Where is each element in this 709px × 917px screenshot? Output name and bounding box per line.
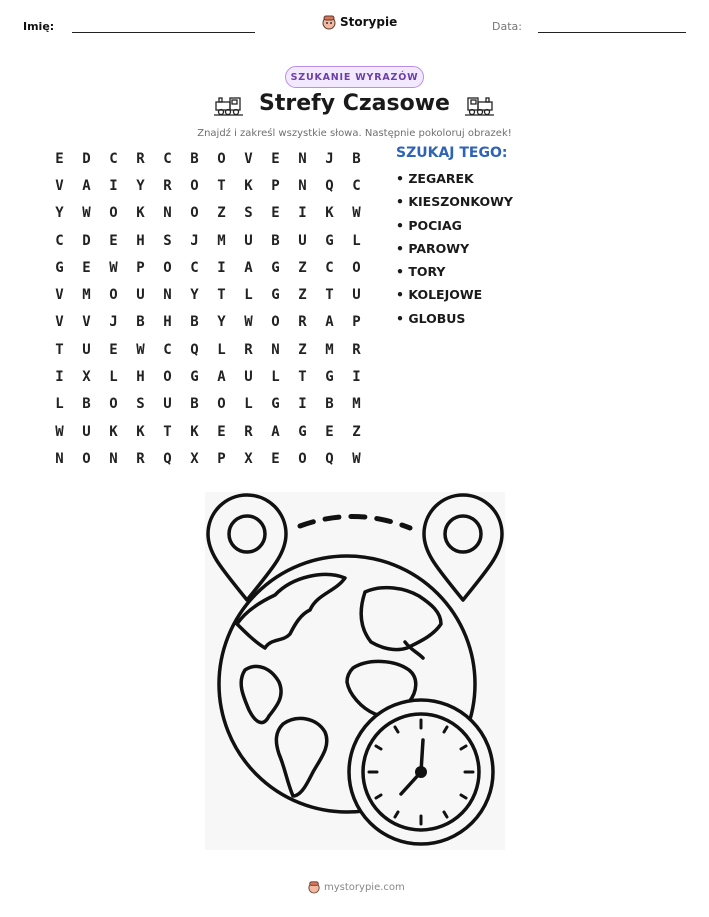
grid-cell: E <box>217 423 226 440</box>
grid-cell: R <box>136 150 145 167</box>
grid-cell: T <box>217 177 226 194</box>
grid-cell: C <box>352 177 361 194</box>
grid-cell: I <box>217 259 226 276</box>
grid-cell: A <box>244 259 253 276</box>
grid-cell: W <box>55 423 64 440</box>
word-list-item: • ZEGAREK <box>396 171 474 186</box>
grid-cell: M <box>217 232 226 249</box>
grid-cell: P <box>136 259 145 276</box>
grid-cell: O <box>163 259 172 276</box>
grid-cell: G <box>271 396 280 413</box>
word-list-item: • PAROWY <box>396 240 470 256</box>
grid-cell: Z <box>298 287 307 304</box>
date-label: Data: <box>492 20 522 33</box>
grid-cell: Q <box>325 177 334 194</box>
grid-cell: O <box>190 177 199 194</box>
grid-cell: N <box>298 177 307 194</box>
grid-cell: R <box>298 314 307 331</box>
grid-cell: E <box>109 341 118 358</box>
grid-cell: L <box>217 341 226 358</box>
grid-cell: E <box>271 450 280 467</box>
grid-cell: S <box>163 232 172 249</box>
grid-cell: L <box>109 369 118 386</box>
grid-cell: L <box>55 396 64 413</box>
grid-cell: E <box>82 259 91 276</box>
grid-cell: B <box>136 314 145 331</box>
grid-cell: G <box>55 259 64 276</box>
grid-cell: U <box>136 287 145 304</box>
name-line <box>72 32 255 33</box>
grid-cell: B <box>82 396 91 413</box>
grid-cell: O <box>109 287 118 304</box>
grid-cell: Y <box>136 177 145 194</box>
grid-cell: L <box>244 396 253 413</box>
grid-cell: G <box>298 423 307 440</box>
grid-cell: O <box>82 450 91 467</box>
grid-cell: W <box>352 205 361 222</box>
grid-cell: Q <box>190 341 199 358</box>
date-line <box>538 32 686 33</box>
grid-cell: C <box>163 341 172 358</box>
grid-cell: L <box>271 369 280 386</box>
grid-cell: G <box>325 232 334 249</box>
grid-cell: V <box>55 177 64 194</box>
grid-cell: J <box>190 232 199 249</box>
grid-cell: X <box>82 369 91 386</box>
grid-cell: B <box>190 314 199 331</box>
grid-cell: Z <box>298 341 307 358</box>
grid-cell: T <box>55 341 64 358</box>
grid-cell: B <box>190 396 199 413</box>
grid-cell: J <box>325 150 334 167</box>
grid-cell: U <box>244 232 253 249</box>
grid-cell: J <box>109 314 118 331</box>
grid-cell: A <box>271 423 280 440</box>
grid-cell: V <box>55 314 64 331</box>
grid-cell: N <box>55 450 64 467</box>
grid-cell: I <box>298 396 307 413</box>
grid-cell: U <box>163 396 172 413</box>
grid-cell: T <box>298 369 307 386</box>
grid-cell: V <box>55 287 64 304</box>
grid-cell: Q <box>325 450 334 467</box>
word-list-item: • GLOBUS <box>396 310 466 326</box>
grid-cell: N <box>271 341 280 358</box>
grid-cell: H <box>136 369 145 386</box>
grid-cell: R <box>352 341 361 358</box>
grid-cell: N <box>109 450 118 467</box>
grid-cell: W <box>352 450 361 467</box>
grid-cell: U <box>82 423 91 440</box>
footer <box>308 880 405 894</box>
grid-cell: O <box>352 259 361 276</box>
storypie-mascot-icon <box>308 880 320 894</box>
grid-cell: T <box>217 287 226 304</box>
grid-cell: I <box>352 369 361 386</box>
globe-clock-coloring-illustration <box>205 492 505 850</box>
grid-cell: C <box>163 150 172 167</box>
grid-cell: A <box>217 369 226 386</box>
grid-cell: G <box>190 369 199 386</box>
grid-cell: P <box>271 177 280 194</box>
grid-cell: T <box>325 287 334 304</box>
grid-cell: I <box>298 205 307 222</box>
grid-cell: O <box>217 150 226 167</box>
grid-cell: N <box>298 150 307 167</box>
grid-cell: E <box>271 205 280 222</box>
train-icon <box>464 94 494 116</box>
grid-cell: O <box>163 369 172 386</box>
grid-cell: Q <box>163 450 172 467</box>
grid-cell: O <box>217 396 226 413</box>
grid-cell: U <box>352 287 361 304</box>
grid-cell: Z <box>352 423 361 440</box>
name-label: Imię: <box>23 20 55 33</box>
grid-cell: K <box>136 423 145 440</box>
grid-cell: V <box>244 150 253 167</box>
grid-cell: O <box>298 450 307 467</box>
word-list-heading: SZUKAJ TEGO: <box>396 145 508 161</box>
grid-cell: V <box>82 314 91 331</box>
grid-cell: H <box>136 232 145 249</box>
grid-cell: U <box>298 232 307 249</box>
grid-cell: B <box>352 150 361 167</box>
grid-cell: I <box>55 369 64 386</box>
grid-cell: D <box>82 232 91 249</box>
grid-cell: R <box>244 423 253 440</box>
grid-cell: U <box>244 369 253 386</box>
word-list-item: • KIESZONKOWY <box>396 194 513 210</box>
grid-cell: U <box>82 341 91 358</box>
grid-cell: S <box>136 396 145 413</box>
grid-cell: W <box>109 259 118 276</box>
grid-cell: E <box>271 150 280 167</box>
grid-cell: E <box>109 232 118 249</box>
grid-cell: X <box>190 450 199 467</box>
instructions: Znajdź i zakreśl wszystkie słowa. Następnie pokoloruj obrazek! <box>197 128 512 139</box>
grid-cell: A <box>82 177 91 194</box>
grid-cell: S <box>244 205 253 222</box>
grid-cell: G <box>271 259 280 276</box>
grid-cell: W <box>136 341 145 358</box>
grid-cell: B <box>271 232 280 249</box>
word-list-item: • TORY <box>396 264 446 280</box>
grid-cell: C <box>109 150 118 167</box>
grid-cell: M <box>82 287 91 304</box>
storypie-mascot-icon <box>322 14 336 30</box>
page-title: Strefy Czasowe <box>259 91 450 116</box>
grid-cell: O <box>109 396 118 413</box>
grid-cell: G <box>271 287 280 304</box>
grid-cell: L <box>244 287 253 304</box>
grid-cell: M <box>352 396 361 413</box>
grid-cell: X <box>244 450 253 467</box>
grid-cell: A <box>325 314 334 331</box>
grid-cell: G <box>325 369 334 386</box>
grid-cell: K <box>136 205 145 222</box>
grid-cell: Y <box>55 205 64 222</box>
word-list-item: • POCIAG <box>396 217 462 233</box>
brand-name: Storypie <box>340 15 398 29</box>
grid-cell: M <box>325 341 334 358</box>
grid-cell: Z <box>217 205 226 222</box>
grid-cell: N <box>163 205 172 222</box>
grid-cell: E <box>325 423 334 440</box>
grid-cell: O <box>271 314 280 331</box>
word-list <box>396 171 513 334</box>
brand-logo <box>322 14 397 30</box>
grid-cell: C <box>190 259 199 276</box>
grid-cell: W <box>82 205 91 222</box>
grid-cell: E <box>55 150 64 167</box>
grid-cell: H <box>163 314 172 331</box>
grid-cell: N <box>163 287 172 304</box>
grid-cell: O <box>109 205 118 222</box>
grid-cell: C <box>55 232 64 249</box>
grid-cell: I <box>109 177 118 194</box>
grid-cell: R <box>136 450 145 467</box>
activity-badge: SZUKANIE WYRAZÓW <box>285 66 424 88</box>
grid-cell: Y <box>217 314 226 331</box>
word-search-grid <box>46 145 370 473</box>
grid-cell: P <box>217 450 226 467</box>
grid-cell: K <box>109 423 118 440</box>
grid-cell: R <box>244 341 253 358</box>
grid-cell: B <box>190 150 199 167</box>
grid-cell: B <box>325 396 334 413</box>
grid-cell: C <box>325 259 334 276</box>
grid-cell: P <box>352 314 361 331</box>
grid-cell: K <box>244 177 253 194</box>
grid-cell: O <box>190 205 199 222</box>
grid-cell: D <box>82 150 91 167</box>
grid-cell: Z <box>298 259 307 276</box>
word-list-item: • KOLEJOWE <box>396 287 483 303</box>
grid-cell: L <box>352 232 361 249</box>
grid-cell: R <box>163 177 172 194</box>
grid-cell: K <box>190 423 199 440</box>
footer-url: mystorypie.com <box>324 881 405 893</box>
grid-cell: Y <box>190 287 199 304</box>
grid-cell: W <box>244 314 253 331</box>
grid-cell: K <box>325 205 334 222</box>
grid-cell: T <box>163 423 172 440</box>
